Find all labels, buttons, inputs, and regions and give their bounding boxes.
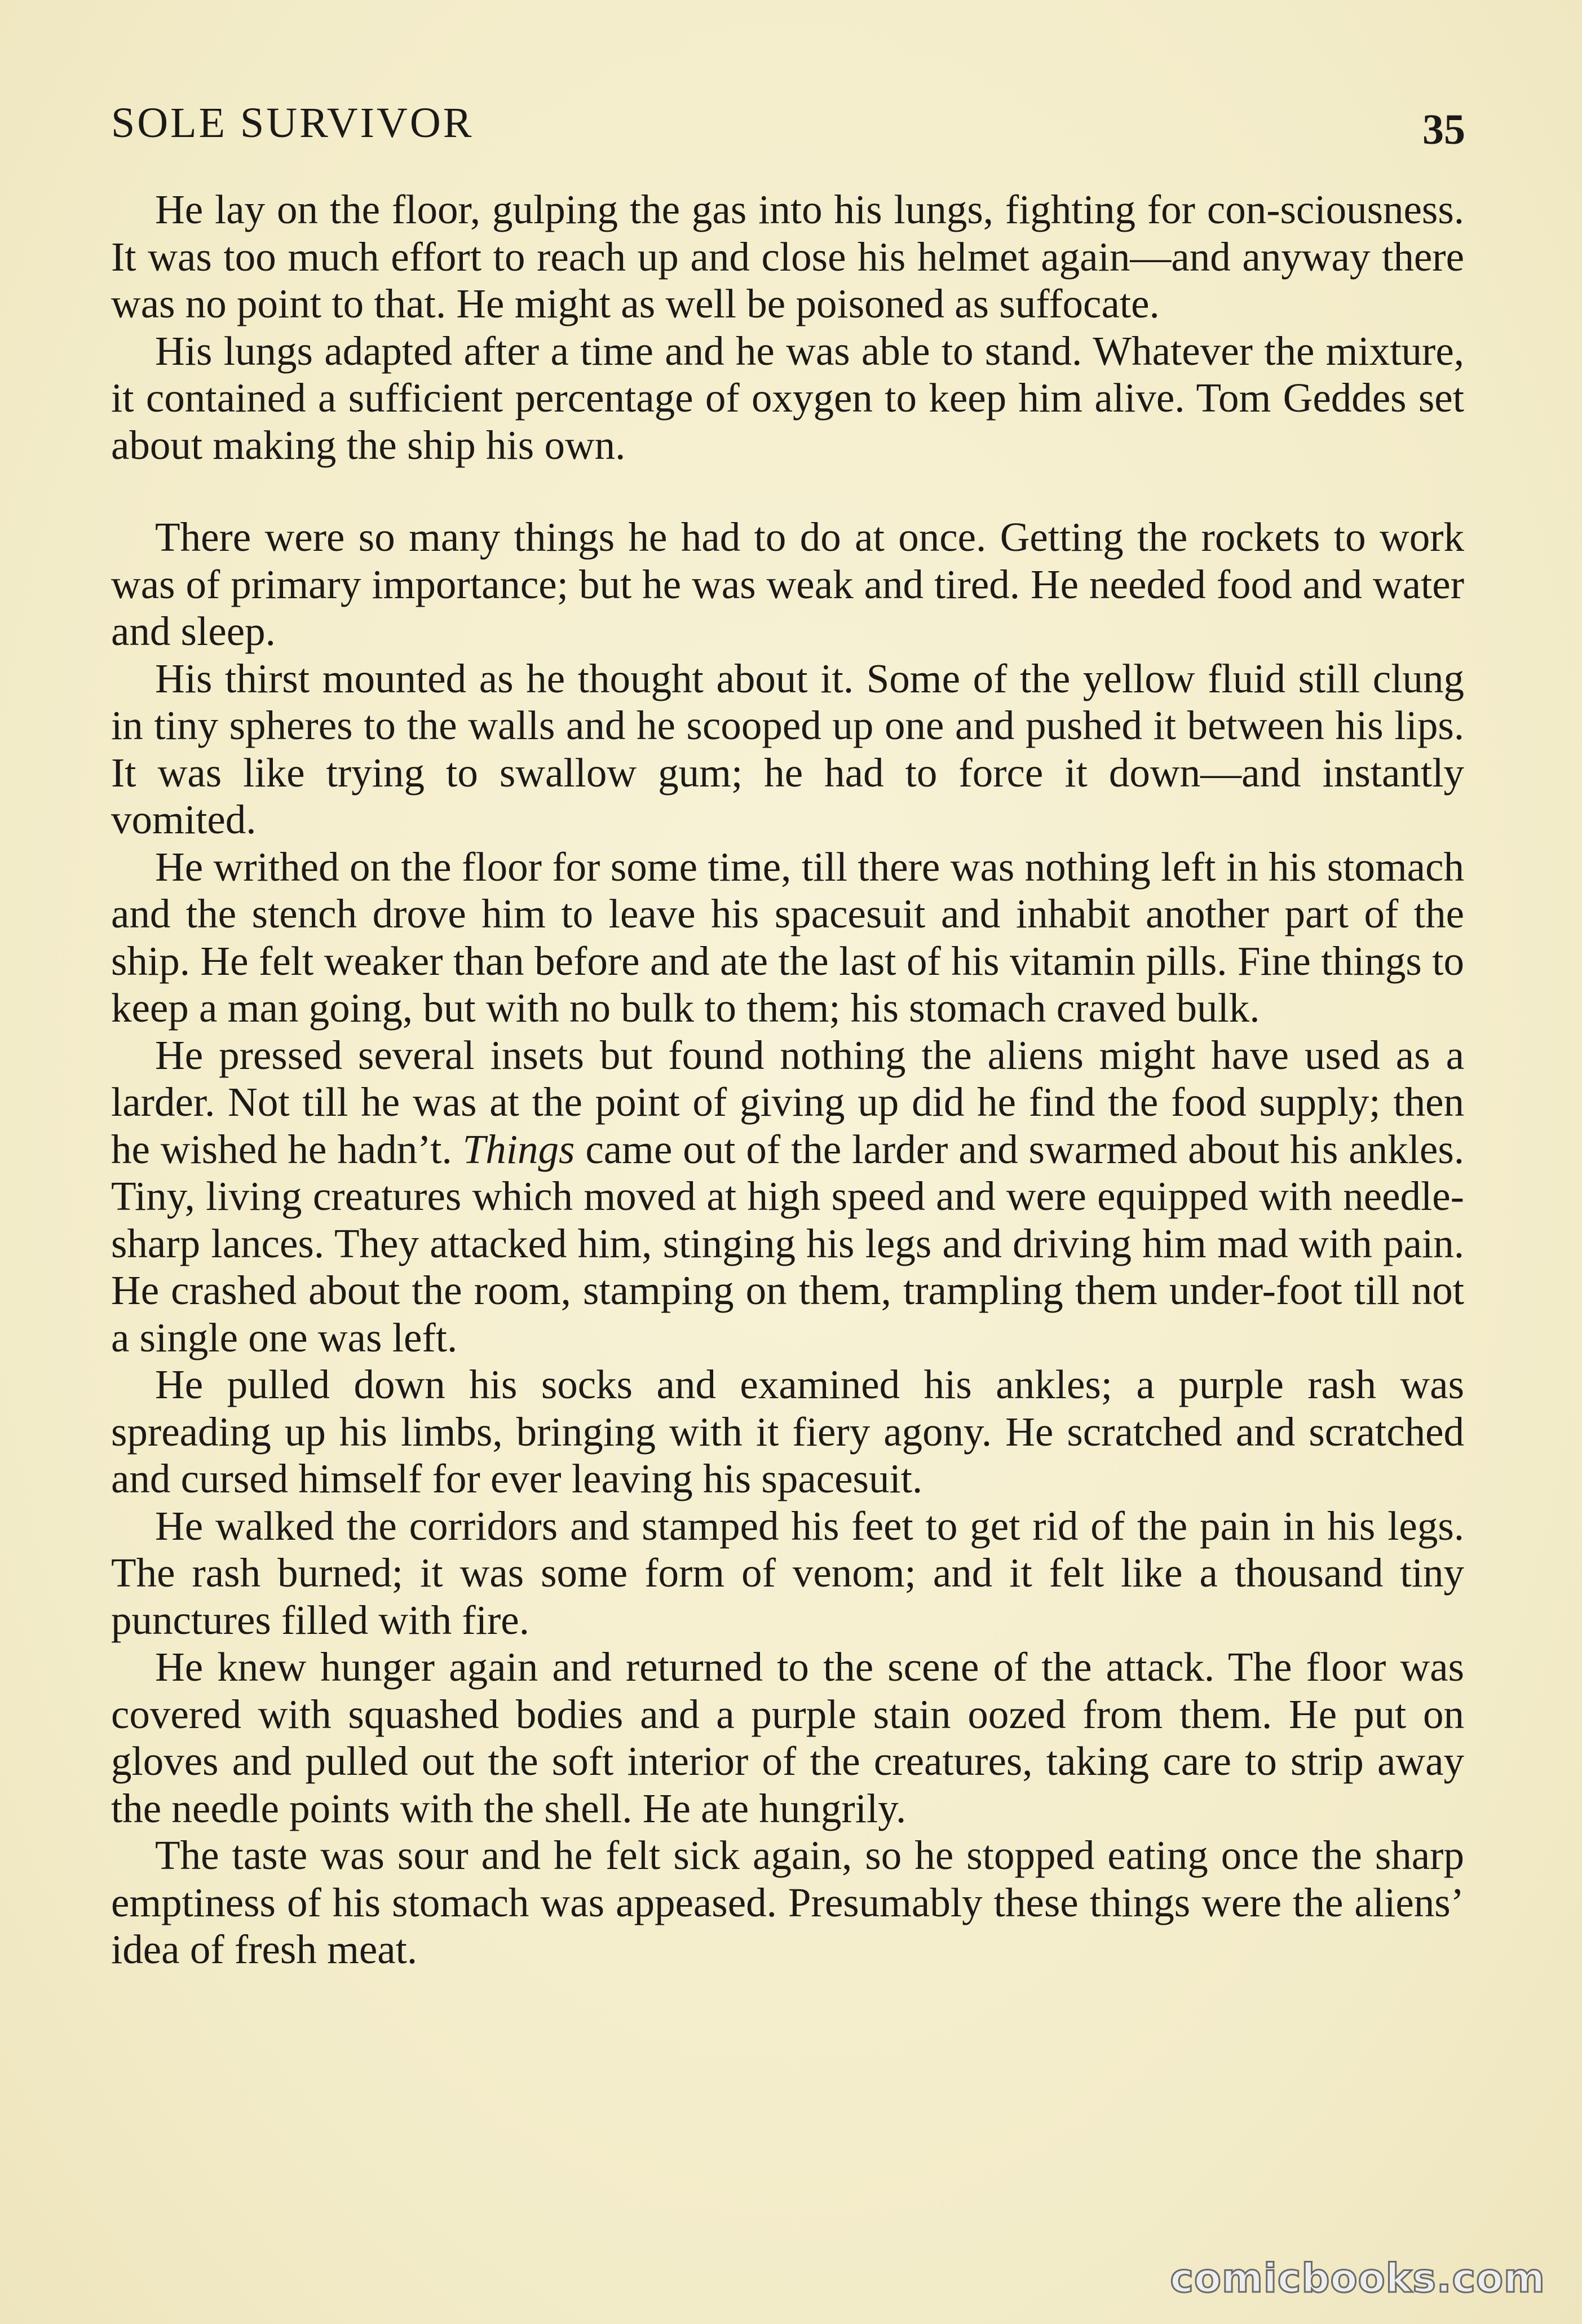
paragraph xyxy=(111,1032,1464,1362)
paragraph-text: He pressed several insets but found nothing the aliens might have used as a larder. Not till he was at the point of giving up did he find the food supply; then he wished he hadn’t. xyxy=(111,1032,1464,1172)
paragraph: The taste was sour and he felt sick again, so he stopped eating once the sharp emptiness of his stomach was appeased. Presumably these things were the aliens’ idea of fresh meat. xyxy=(111,1832,1464,1972)
paragraph: He walked the corridors and stamped his feet to get rid of the pain in his legs. The rash burned; it was some form of venom; and it felt like a thousand tiny punctures filled with fire. xyxy=(111,1503,1464,1643)
page-header xyxy=(111,95,1465,157)
paragraph: He pulled down his socks and examined his ankles; a purple rash was spreading up his limbs, bringing with it fiery agony. He scratched and scratched and cursed himself for ever leaving his spacesuit. xyxy=(111,1362,1464,1501)
italic-word: Things xyxy=(462,1126,575,1172)
paragraph: There were so many things he had to do at once. Getting the rockets to work was of primary importance; but he was weak and tired. He needed food and water and sleep. xyxy=(111,514,1464,654)
paragraph-text: came out of the larder and swarmed about his ankles. Tiny, living creatures which moved at high speed and were equipped with needle-sharp lances. They attacked him, stinging his legs and driving him mad with pain. He crashed about the room, stamping on them, trampling them under-foot till not a single one was left. xyxy=(111,1126,1464,1360)
paragraph: He writhed on the floor for some time, till there was nothing left in his stomach and the stench drove him to leave his spacesuit and inhabit another part of the ship. He felt weaker than before and ate the last of his vitamin pills. Fine things to keep a man going, but with no bulk to them; his stomach craved bulk. xyxy=(111,843,1464,1031)
running-head: SOLE SURVIVOR xyxy=(111,99,474,147)
section-break xyxy=(111,469,1464,514)
body-text xyxy=(111,186,1464,1973)
page-number: 35 xyxy=(1422,106,1465,153)
paragraph: His thirst mounted as he thought about it. Some of the yellow fluid still clung in tiny spheres to the walls and he scooped up one and pushed it between his lips. It was like trying to swallow gum; he had to force it down—and instantly vomited. xyxy=(111,655,1464,842)
watermark-logo: comicbooks.com xyxy=(1170,2255,1545,2301)
paragraph: He knew hunger again and returned to the scene of the attack. The floor was covered with squashed bodies and a purple stain oozed from them. He put on gloves and pulled out the soft interior of the creatures, taking care to strip away the needle points with the shell. He ate hungrily. xyxy=(111,1644,1464,1831)
paragraph: He lay on the floor, gulping the gas into his lungs, fighting for con-sciousness. It was too much effort to reach up and close his helmet again—and anyway there was no point to that. He might as well be poisoned as suffocate. xyxy=(111,187,1464,326)
paragraph: His lungs adapted after a time and he was able to stand. Whatever the mixture, it contained a sufficient percentage of oxygen to keep him alive. Tom Geddes set about making the ship his own. xyxy=(111,328,1464,468)
